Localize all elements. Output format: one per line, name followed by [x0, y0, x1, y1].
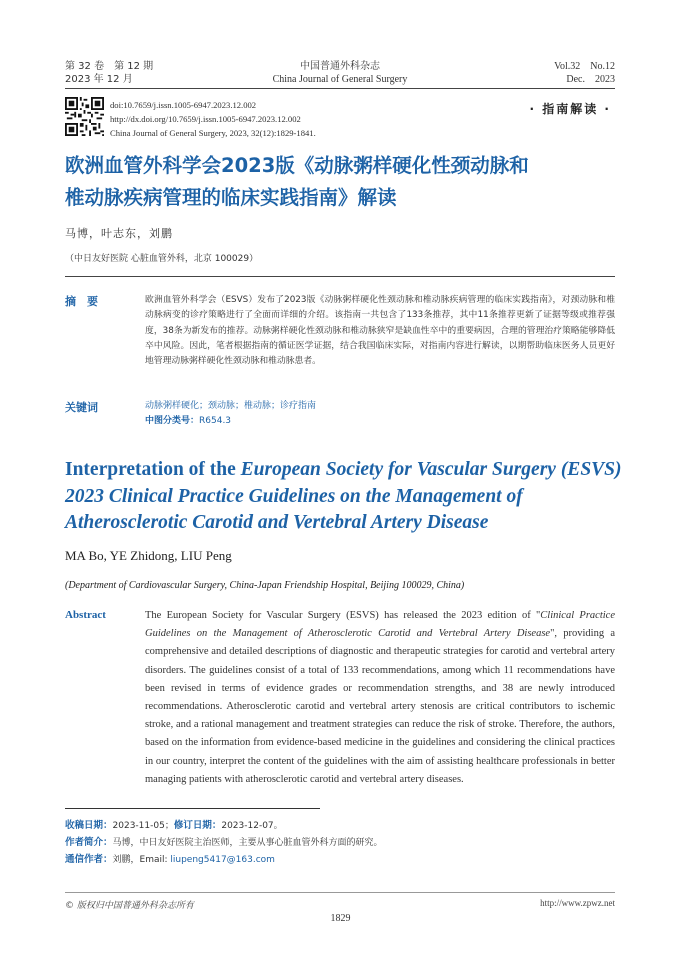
volume-issue-en: Vol.32 No.12 [554, 61, 615, 72]
qr-code-icon [65, 97, 104, 136]
abstract-cn: 欧洲血管外科学会（ESVS）发布了2023版《动脉粥样硬化性颈动脉和椎动脉疾病管理的临床实践指南》，对颈动脉和椎动脉病变的诊疗策略进行了全面而详细的介绍。该指南一共包含了133条推荐，其中11条推荐更新了证据等级或推荐强度，38条为新发布的推荐。动脉粥样硬化性颈动脉和椎动脉狭窄是缺血性卒中的重要病因，合理的管理治疗策略能够降低卒中风险。因此，笔者根据指南的循证医学证据，结合我国临床实际，对指南内容进行解读，以期帮助临床医务人员更好地管理动脉粥样硬化性颈动脉和椎动脉患者。 [145, 295, 615, 367]
journal-url[interactable]: http://www.zpwz.net [540, 898, 615, 908]
page-number: 1829 [330, 913, 351, 924]
abstract-en-pre: The European Society for Vascular Surgery (ESVS) has released the 2023 edition of " [145, 610, 541, 621]
bio-label: 作者简介： [65, 837, 113, 848]
title-cn-line1: 欧洲血管外科学会2023版《动脉粥样硬化性颈动脉和 [65, 154, 529, 177]
article-title-cn [65, 150, 625, 214]
abstract-en [145, 607, 615, 789]
abstract-label-en: Abstract [65, 609, 106, 621]
clc-line [145, 414, 316, 429]
journal-name-cn: 中国普通外科杂志 [300, 61, 380, 72]
title-en-italic: European Society for Vascular Surgery (ESVS) 2023 Clinical Practice Guidelines on the Management of Atherosclerotic Carotid and Vertebral Artery Disease [65, 459, 622, 533]
section-badge: · 指南解读 · [529, 102, 611, 116]
bio-text: 马博，中日友好医院主治医师，主要从事心脏血管外科方面的研究。 [112, 838, 383, 848]
abstract-en-italic: Clinical Practice Guidelines on the Management of Atherosclerotic Carotid and Vertebral Artery Disease [145, 610, 615, 640]
authors-en: MA Bo, YE Zhidong, LIU Peng [65, 548, 232, 563]
footer-rule [65, 892, 615, 893]
issue-date: 2023 年 12 月 [65, 74, 133, 85]
revised-date: 2023-12-07。 [221, 821, 283, 831]
corr-email-link[interactable]: liupeng5417@163.com [170, 855, 275, 865]
received-dates [65, 818, 283, 834]
journal-name-en: China Journal of General Surgery [272, 74, 408, 85]
copyright-notice: © 版权归中国普通外科杂志所有 [65, 901, 194, 911]
title-rule [65, 276, 615, 277]
title-en-plain: Interpretation of the [65, 459, 241, 480]
keywords-cn: 动脉粥样硬化；颈动脉；椎动脉；诊疗指南 [145, 401, 317, 411]
volume-issue: 第 32 卷 第 12 期 [65, 61, 154, 72]
corr-label: 通信作者： [65, 854, 113, 865]
corr-text: 刘鹏，Email: [112, 855, 171, 865]
keywords-block [145, 399, 316, 429]
received-label: 收稿日期： [65, 820, 113, 831]
abstract-label-cn: 摘 要 [65, 295, 98, 308]
author-bio [65, 835, 383, 851]
clc-code: R654.3 [199, 416, 232, 426]
affiliation-en: (Department of Cardiovascular Surgery, China-Japan Friendship Hospital, Beijing 100029, China) [65, 580, 465, 591]
keywords-label-cn: 关键词 [65, 401, 98, 414]
doi-url[interactable]: http://dx.doi.org/10.7659/j.issn.1005-6947.2023.12.002 [110, 114, 301, 124]
journal-volume-info [65, 60, 153, 86]
received-date: 2023-11-05； [112, 821, 174, 831]
issue-date-en: Dec. 2023 [566, 74, 615, 85]
citation-text: China Journal of General Surgery, 2023, 32(12):1829-1841. [110, 128, 316, 138]
revised-label: 修订日期： [173, 820, 222, 831]
abstract-en-post: ", providing a comprehensive and detailed descriptions of diagnostic and therapeutic strategies for carotid and vertebral artery disorders. The guidelines consist of a total of 133 recommendations, among which 11 recommendations have been revised in terms of evidence grades or recommendation strengths, and 38 are newly introduced recommendations. Atherosclerotic carotid and vertebral artery stenosis are critical contributors to ischemic stroke, and a rational management and treatment strategies can reduce the risk of stroke. Therefore, the authors, based on the information from evidence-based medicine in the guidelines and considering the clinical practices in our country, interpret the content of the guidelines with the aim of assisting healthcare professionals in better managing patients with atherosclerotic carotid and vertebral artery diseases. [145, 628, 616, 785]
doi-block [110, 98, 316, 140]
affiliation-cn: （中日友好医院 心脏血管外科，北京 100029） [65, 254, 259, 264]
doi-text: doi:10.7659/j.issn.1005-6947.2023.12.002 [110, 100, 257, 110]
title-cn-line2: 椎动脉疾病管理的临床实践指南》解读 [65, 186, 397, 209]
corresponding-author [65, 852, 275, 868]
article-title-en [65, 457, 625, 537]
header-rule [65, 88, 615, 89]
footnote-rule [65, 808, 320, 809]
journal-volume-en [554, 60, 615, 86]
clc-label: 中图分类号： [145, 416, 200, 426]
journal-name [240, 60, 440, 86]
authors-cn: 马博，叶志东，刘鹏 [65, 227, 173, 240]
